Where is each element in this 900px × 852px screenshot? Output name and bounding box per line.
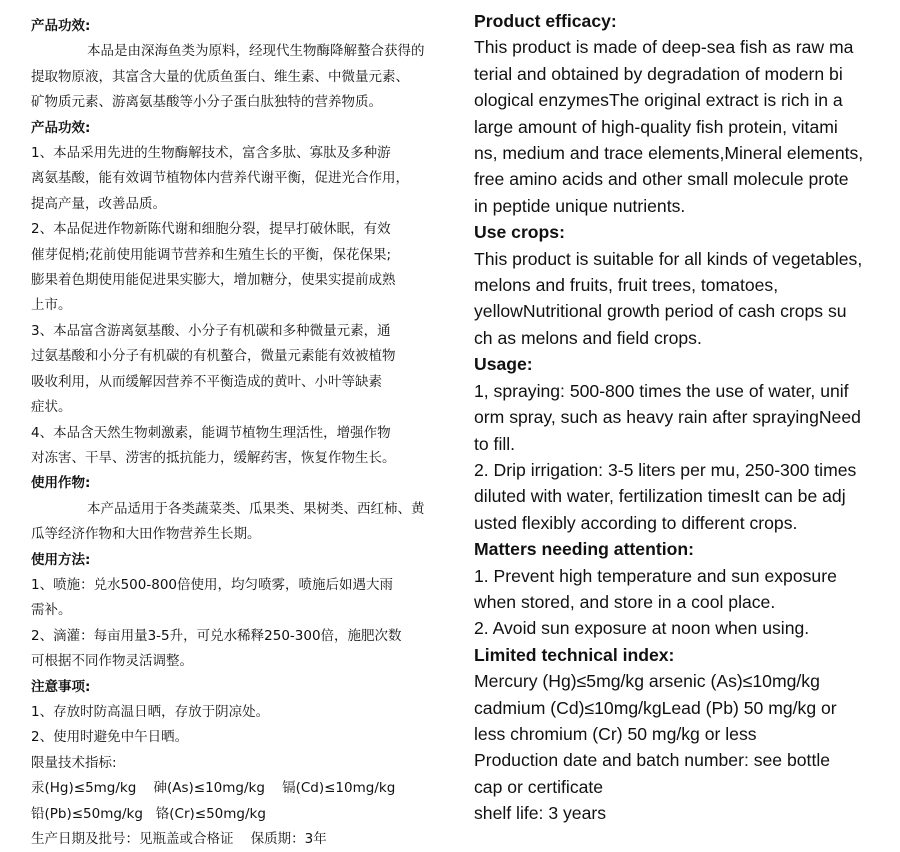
en-text-line: less chromium (Cr) 50 mg/kg or less <box>474 723 757 744</box>
chinese-label-column <box>31 14 436 852</box>
zh-text-line: 需补。 <box>31 602 72 619</box>
en-text-line: free amino acids and other small molecule prote <box>474 169 849 190</box>
en-text-line: cadmium (Cd)≤10mg/kgLead (Pb) 50 mg/kg or <box>474 697 837 718</box>
zh-text-line: 矿物质元素、游离氨基酸等小分子蛋白肽独特的营养物质。 <box>31 94 382 111</box>
en-heading: Product efficacy: <box>474 11 617 31</box>
zh-text-line: 1、存放时防高温日晒，存放于阴凉处。 <box>31 703 270 720</box>
zh-text-line: 2、使用时避免中午日晒。 <box>31 729 189 746</box>
zh-text-line: 3、本品富含游离氨基酸、小分子有机碳和多种微量元素，通 <box>31 322 391 339</box>
zh-text-line: 铅(Pb)≤50mg/kg 铬(Cr)≤50mg/kg <box>31 805 266 822</box>
zh-heading: 注意事项: <box>31 678 91 695</box>
zh-heading: 使用作物: <box>31 475 91 492</box>
zh-heading: 产品功效: <box>31 18 91 34</box>
zh-text-line: 4、本品含天然生物刺激素，能调节植物生理活性，增强作物 <box>31 424 391 441</box>
en-text-line: to fill. <box>474 433 516 454</box>
zh-text-line: 过氨基酸和小分子有机碳的有机螯合，微量元素能有效被植物 <box>31 348 396 365</box>
zh-text-line: 离氨基酸，能有效调节植物体内营养代谢平衡，促进光合作用， <box>31 170 409 187</box>
zh-text-line: 本品是由深海鱼类为原料，经现代生物酶降解螯合获得的 <box>87 43 425 60</box>
zh-text-line: 1、本品采用先进的生物酶解技术，富含多肽、寡肽及多种游 <box>31 145 391 162</box>
en-heading: Limited technical index: <box>474 644 675 665</box>
zh-text-line: 症状。 <box>31 399 72 416</box>
en-text-line: ns, medium and trace elements,Mineral elements, <box>474 143 864 164</box>
en-heading: Matters needing attention: <box>474 539 694 560</box>
en-text-line: Mercury (Hg)≤5mg/kg arsenic (As)≤10mg/kg <box>474 671 820 692</box>
zh-text-line: 限量技术指标: <box>31 754 117 771</box>
en-text-line: melons and fruits, fruit trees, tomatoes, <box>474 275 779 296</box>
zh-text-line: 提取物原液，其富含大量的优质鱼蛋白、维生素、中微量元素、 <box>31 68 409 85</box>
zh-text-line: 上市。 <box>31 297 72 314</box>
en-text-line: 2. Avoid sun exposure at noon when using. <box>474 618 810 639</box>
en-text-line: terial and obtained by degradation of modern bi <box>474 63 843 84</box>
en-text-line: orm spray, such as heavy rain after sprayingNeed <box>474 407 861 428</box>
en-text-line: This product is suitable for all kinds of vegetables, <box>474 248 863 269</box>
en-text-line: in peptide unique nutrients. <box>474 195 686 216</box>
en-heading: Usage: <box>474 354 533 375</box>
en-text-line: 1, spraying: 500-800 times the use of water, unif <box>474 380 849 401</box>
zh-text-line: 可根据不同作物灵活调整。 <box>31 653 193 670</box>
zh-text-line: 催芽促梢;花前使用能调节营养和生殖生长的平衡，保花保果; <box>31 246 392 263</box>
en-heading: Use crops: <box>474 222 565 243</box>
zh-text-line: 提高产量，改善品质。 <box>31 195 166 212</box>
en-text-line: yellowNutritional growth period of cash crops su <box>474 301 847 322</box>
zh-text-line: 2、本品促进作物新陈代谢和细胞分裂，提早打破休眠，有效 <box>31 221 391 238</box>
en-text-line: 2. Drip irrigation: 3-5 liters per mu, 250-300 times <box>474 459 857 480</box>
en-text-line: usted flexibly according to different crops. <box>474 512 798 533</box>
zh-text-line: 瓜等经济作物和大田作物营养生长期。 <box>31 526 261 543</box>
zh-text-line: 1、喷施：兑水500-800倍使用，均匀喷雾，喷施后如遇大雨 <box>31 576 393 593</box>
zh-text-line: 生产日期及批号：见瓶盖或合格证 保质期：3年 <box>31 831 327 847</box>
zh-text-line: 膨果着色期使用能促进果实膨大，增加糖分，使果实提前成熟 <box>31 272 396 289</box>
en-text-line: shelf life: 3 years <box>474 803 607 824</box>
zh-text-line: 汞(Hg)≤5mg/kg 砷(As)≤10mg/kg 镉(Cd)≤10mg/kg <box>31 780 396 797</box>
zh-text-line: 本产品适用于各类蔬菜类、瓜果类、果树类、西红柿、黄 <box>87 500 425 517</box>
en-text-line: diluted with water, fertilization timesIt can be adj <box>474 486 846 507</box>
zh-text-line: 对冻害、干旱、涝害的抵抗能力，缓解药害，恢复作物生长。 <box>31 449 396 466</box>
english-label-column <box>474 8 894 827</box>
zh-heading: 使用方法: <box>31 551 91 568</box>
en-text-line: large amount of high-quality fish protein, vitami <box>474 116 838 137</box>
en-text-line: This product is made of deep-sea fish as raw ma <box>474 37 854 58</box>
en-text-line: when stored, and store in a cool place. <box>474 591 776 612</box>
en-text-line: 1. Prevent high temperature and sun exposure <box>474 565 837 586</box>
en-text-line: ch as melons and field crops. <box>474 327 702 348</box>
zh-text-line: 吸收利用，从而缓解因营养不平衡造成的黄叶、小叶等缺素 <box>31 373 382 390</box>
en-text-line: cap or certificate <box>474 776 604 797</box>
en-text-line: ological enzymesThe original extract is rich in a <box>474 90 843 111</box>
en-text-line: Production date and batch number: see bottle <box>474 750 831 771</box>
zh-text-line: 2、滴灌：每亩用量3-5升，可兑水稀释250-300倍，施肥次数 <box>31 627 402 644</box>
zh-heading: 产品功效: <box>31 119 91 136</box>
